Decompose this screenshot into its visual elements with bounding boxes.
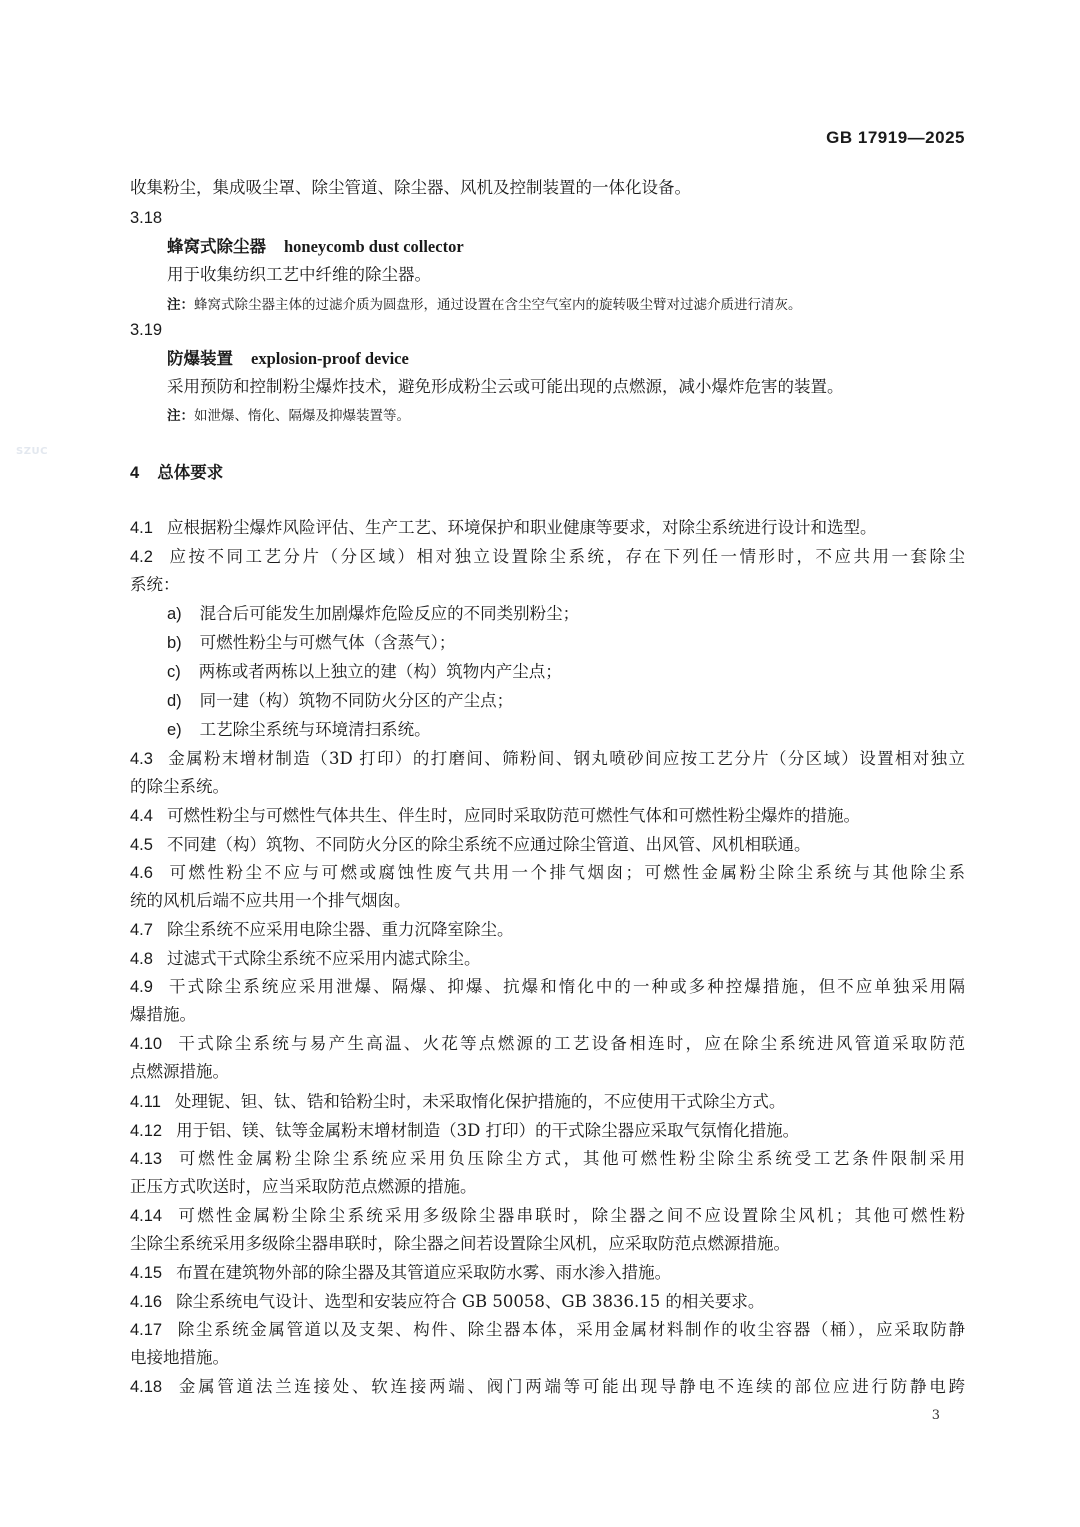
clause-4-9-line1 bbox=[130, 976, 965, 998]
clause-text: 处理铌、钽、钛、锆和铪粉尘时，未采取惰化保护措施的，不应使用干式除尘方式。 bbox=[174, 1092, 786, 1111]
clause-4-17-line1 bbox=[130, 1319, 965, 1341]
clause-4-6-line2: 统的风机后端不应共用一个排气烟囱。 bbox=[130, 891, 411, 910]
clause-number: 4.9 bbox=[130, 978, 153, 996]
note-label: 注： bbox=[167, 297, 194, 313]
clause-4-2-line2: 系统： bbox=[130, 575, 180, 594]
clause-number: 4.1 bbox=[130, 519, 153, 537]
clause-number: 4.12 bbox=[130, 1122, 163, 1140]
clause-text: 可燃性金属粉尘除尘系统采用多级除尘器串联时，除尘器之间不应设置除尘风机；其他可燃性粉 bbox=[176, 1206, 965, 1225]
list-item-e bbox=[167, 719, 431, 741]
clause-4-13-line1 bbox=[130, 1148, 965, 1170]
clause-4-3-line1 bbox=[130, 748, 965, 770]
list-item-c bbox=[167, 661, 562, 683]
clause-4-2-line1 bbox=[130, 546, 965, 568]
clause-4-14-line1 bbox=[130, 1205, 965, 1227]
watermark-logo: SZUC bbox=[16, 446, 48, 457]
clause-4-6-line1 bbox=[130, 862, 965, 884]
clause-number-3-18: 3.18 bbox=[130, 209, 163, 227]
clause-number: 4.11 bbox=[130, 1093, 161, 1111]
clause-4-14-line2: 尘除尘系统采用多级除尘器串联时，除尘器之间若设置除尘风机，应采取防范点燃源措施。 bbox=[130, 1234, 790, 1253]
note-3-18 bbox=[167, 294, 802, 316]
clause-4-11 bbox=[130, 1091, 785, 1113]
list-text: 工艺除尘系统与环境清扫系统。 bbox=[199, 720, 431, 739]
term-zh: 防爆装置 bbox=[167, 349, 233, 368]
definition-3-19: 采用预防和控制粉尘爆炸技术，避免形成粉尘云或可能出现的点燃源，减小爆炸危害的装置。 bbox=[167, 377, 844, 396]
note-text: 如泄爆、惰化、隔爆及抑爆装置等。 bbox=[194, 408, 410, 424]
clause-4-4 bbox=[130, 805, 860, 827]
clause-number: 4.8 bbox=[130, 950, 153, 968]
clause-text: 布置在建筑物外部的除尘器及其管道应采取防水雾、雨水渗入措施。 bbox=[176, 1263, 672, 1282]
clause-4-12 bbox=[130, 1120, 799, 1142]
clause-text: 金属粉末增材制造（3D 打印）的打磨间、筛粉间、钢丸喷砂间应按工艺分片（分区域）设置相对独立 bbox=[166, 749, 965, 768]
clause-text: 除尘系统电气设计、选型和安装应符合 GB 50058、GB 3836.15 的相关要求。 bbox=[176, 1292, 765, 1311]
clause-number: 4.16 bbox=[130, 1293, 163, 1311]
list-item-b bbox=[167, 632, 455, 654]
standard-code: GB 17919—2025 bbox=[826, 128, 965, 147]
clause-number: 4.15 bbox=[130, 1264, 163, 1282]
clause-number: 4.2 bbox=[130, 548, 153, 566]
clause-text: 除尘系统不应采用电除尘器、重力沉降室除尘。 bbox=[166, 920, 514, 939]
term-zh: 蜂窝式除尘器 bbox=[167, 237, 266, 256]
clause-4-17-line2: 电接地措施。 bbox=[130, 1348, 229, 1367]
clause-number: 4.4 bbox=[130, 807, 153, 825]
list-marker: e) bbox=[167, 721, 182, 739]
term-en: explosion-proof device bbox=[251, 349, 409, 368]
list-text: 可燃性粉尘与可燃气体（含蒸气）； bbox=[199, 633, 456, 652]
clause-number-3-19: 3.19 bbox=[130, 321, 163, 339]
clause-text: 干式除尘系统与易产生高温、火花等点燃源的工艺设备相连时，应在除尘系统进风管道采取防范 bbox=[176, 1034, 965, 1053]
section-number: 4 bbox=[130, 464, 140, 482]
term-3-18 bbox=[167, 236, 464, 258]
note-label: 注： bbox=[167, 408, 194, 424]
list-marker: d) bbox=[167, 692, 182, 710]
clause-number: 4.14 bbox=[130, 1207, 163, 1225]
clause-4-16 bbox=[130, 1291, 764, 1313]
definition-3-18: 用于收集纺织工艺中纤维的除尘器。 bbox=[167, 265, 431, 284]
clause-4-7 bbox=[130, 919, 513, 941]
clause-number: 4.13 bbox=[130, 1150, 163, 1168]
clause-text: 金属管道法兰连接处、软连接两端、阀门两端等可能出现导静电不连续的部位应进行防静电跨 bbox=[176, 1377, 965, 1396]
clause-number: 4.6 bbox=[130, 864, 153, 882]
clause-number: 4.7 bbox=[130, 921, 153, 939]
clause-4-9-line2: 爆措施。 bbox=[130, 1005, 196, 1024]
clause-4-10-line1 bbox=[130, 1033, 965, 1055]
clause-number: 4.10 bbox=[130, 1035, 163, 1053]
clause-4-3-line2: 的除尘系统。 bbox=[130, 777, 229, 796]
clause-text: 可燃性粉尘不应与可燃或腐蚀性废气共用一个排气烟囱；可燃性金属粉尘除尘系统与其他除尘系 bbox=[166, 863, 965, 882]
list-marker: c) bbox=[167, 663, 181, 681]
clause-number: 4.3 bbox=[130, 750, 153, 768]
clause-text: 用于铝、镁、钛等金属粉末增材制造（3D 打印）的干式除尘器应采取气氛惰化措施。 bbox=[176, 1121, 800, 1140]
note-3-19 bbox=[167, 405, 410, 427]
continuation-text: 收集粉尘，集成吸尘罩、除尘管道、除尘器、风机及控制装置的一体化设备。 bbox=[130, 178, 691, 197]
clause-4-1 bbox=[130, 517, 876, 539]
list-item-a bbox=[167, 603, 579, 625]
list-text: 两栋或者两栋以上独立的建（构）筑物内产尘点； bbox=[198, 662, 562, 681]
note-text: 蜂窝式除尘器主体的过滤介质为圆盘形，通过设置在含尘空气室内的旋转吸尘臂对过滤介质进行清灰。 bbox=[194, 297, 802, 313]
clause-text: 可燃性粉尘与可燃性气体共生、伴生时，应同时采取防范可燃性气体和可燃性粉尘爆炸的措施。 bbox=[166, 806, 860, 825]
clause-text: 可燃性金属粉尘除尘系统应采用负压除尘方式，其他可燃性粉尘除尘系统受工艺条件限制采用 bbox=[176, 1149, 965, 1168]
clause-text: 不同建（构）筑物、不同防火分区的除尘系统不应通过除尘管道、出风管、风机相联通。 bbox=[166, 835, 811, 854]
list-item-d bbox=[167, 690, 513, 712]
section-4-heading bbox=[130, 462, 223, 484]
clause-number: 4.17 bbox=[130, 1321, 163, 1339]
list-marker: b) bbox=[167, 634, 182, 652]
term-3-19 bbox=[167, 348, 409, 370]
clause-4-5 bbox=[130, 834, 810, 856]
clause-text: 应按不同工艺分片（分区域）相对独立设置除尘系统，存在下列任一情形时，不应共用一套除尘 bbox=[166, 547, 965, 566]
clause-text: 过滤式干式除尘系统不应采用内滤式除尘。 bbox=[166, 949, 481, 968]
clause-4-15 bbox=[130, 1262, 671, 1284]
list-marker: a) bbox=[167, 605, 182, 623]
clause-4-18-line1 bbox=[130, 1376, 965, 1398]
clause-text: 除尘系统金属管道以及支架、构件、除尘器本体，采用金属材料制作的收尘容器（桶），应采取防静 bbox=[176, 1320, 965, 1339]
clause-number: 4.5 bbox=[130, 836, 153, 854]
list-text: 同一建（构）筑物不同防火分区的产尘点； bbox=[199, 691, 514, 710]
section-title: 总体要求 bbox=[157, 463, 224, 482]
list-text: 混合后可能发生加剧爆炸危险反应的不同类别粉尘； bbox=[199, 604, 580, 623]
clause-number: 4.18 bbox=[130, 1378, 163, 1396]
clause-text: 干式除尘系统应采用泄爆、隔爆、抑爆、抗爆和惰化中的一种或多种控爆措施，但不应单独采用隔 bbox=[166, 977, 965, 996]
page-number: 3 bbox=[931, 1408, 940, 1423]
term-en: honeycomb dust collector bbox=[284, 237, 464, 256]
clause-text: 应根据粉尘爆炸风险评估、生产工艺、环境保护和职业健康等要求，对除尘系统进行设计和选型。 bbox=[166, 518, 877, 537]
clause-4-10-line2: 点燃源措施。 bbox=[130, 1062, 229, 1081]
clause-4-8 bbox=[130, 948, 480, 970]
clause-4-13-line2: 正压方式吹送时，应当采取防范点燃源的措施。 bbox=[130, 1177, 477, 1196]
